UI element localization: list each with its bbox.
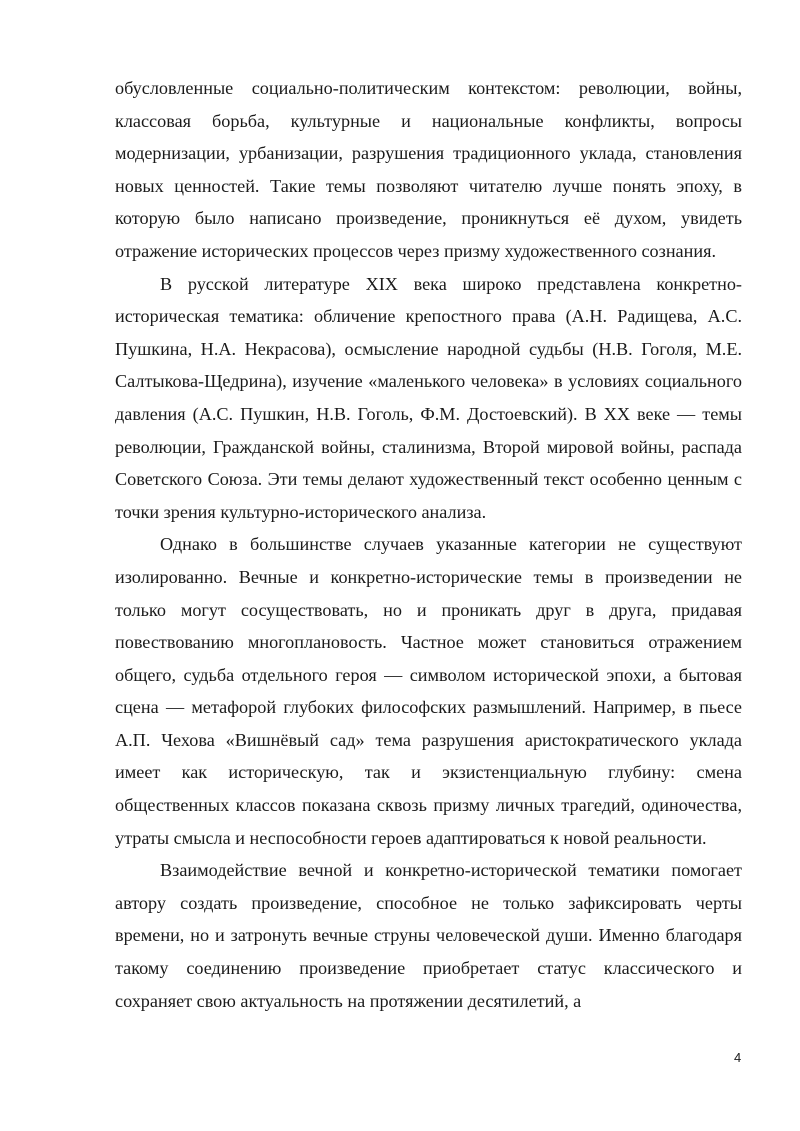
paragraph-interaction-of-themes: Однако в большинстве случаев указанные категории не существуют изолированно. Вечные и конкретно-исторические темы в произведении не только могут сосуществовать, но и проникать друг в друга, придавая повествованию многоплановость. Частное может становиться отражением общего, судьба отдельного героя — символом исторической эпохи, а бытовая сцена — метафорой глубоких философских размышлений. Например, в пьесе А.П. Чехова «Вишнёвый сад» тема разрушения аристократического уклада имеет как историческую, так и экзистенциальную глубину: смена общественных классов показана сквозь призму личных трагедий, одиночества, утраты смысла и неспособности героев адаптироваться к новой реальности. [115, 534, 742, 848]
document-page [115, 72, 742, 1017]
paragraph-conclusion: Взаимодействие вечной и конкретно-исторической тематики помогает автору создать произведение, способное не только зафиксировать черты времени, но и затронуть вечные струны человеческой души. Именно благодаря такому соединению произведение приобретает статус классического и сохраняет свою актуальность на протяжении десятилетий, а [115, 860, 742, 1011]
paragraph-19th-century: В русской литературе XIX века широко представлена конкретно-историческая тематика: обличение крепостного права (А.Н. Радищева, А.С. Пушкина, Н.А. Некрасова), осмысление народной судьбы (Н.В. Гоголя, М.Е. Салтыкова-Щедрина), изучение «маленького человека» в условиях социального давления (А.С. Пушкин, Н.В. Гоголь, Ф.М. Достоевский). В XX веке — темы революции, Гражданской войны, сталинизма, Второй мировой войны, распада Советского Союза. Эти темы делают художественный текст особенно ценным с точки зрения культурно-исторического анализа. [115, 273, 742, 522]
paragraph-continuation: обусловленные социально-политическим контекстом: революции, войны, классовая борьба, культурные и национальные конфликты, вопросы модернизации, урбанизации, разрушения традиционного уклада, становления новых ценностей. Такие темы позволяют читателю лучше понять эпоху, в которую было написано произведение, проникнуться её духом, увидеть отражение исторических процессов через призму художественного сознания. [115, 78, 742, 261]
page-number: 4 [734, 1050, 742, 1065]
